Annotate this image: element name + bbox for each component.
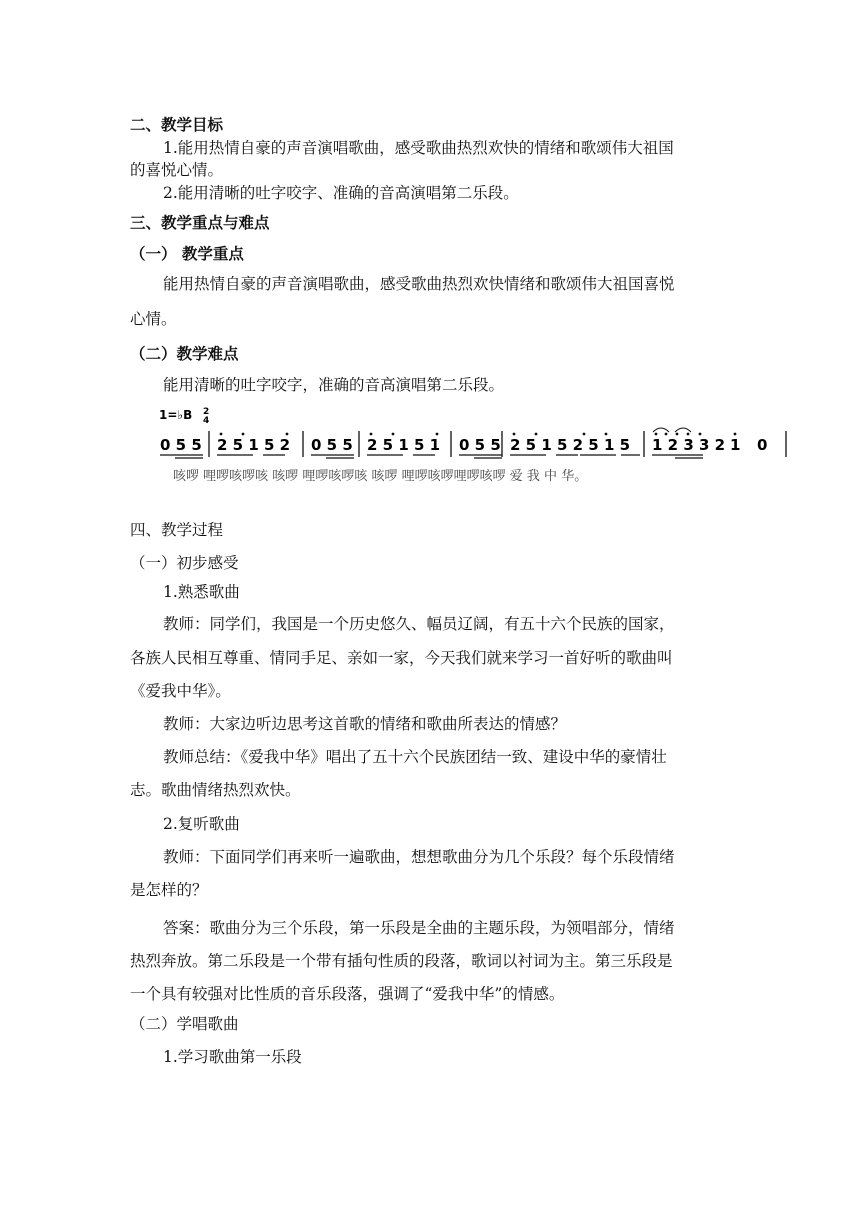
p1-line-2: 各族人民相互尊重、情同手足、亲如一家，今天我们就来学习一首好听的歌曲叫 [130,649,673,667]
score-time-bottom: 4 [203,416,210,426]
p1-line-3: 《爱我中华》。 [130,682,231,700]
process-sub-2: （二）学唱歌曲 [130,1015,239,1033]
measure-9: 0 [757,436,768,454]
goals-heading: 二、教学目标 [130,116,224,134]
measure-3: 0 5 5 [311,436,353,454]
p3-line-1: 教师总结：《爱我中华》唱出了五十六个民族团结一致、建设中华的豪情壮 [163,748,667,766]
p5-line-1: 答案：歌曲分为三个乐段，第一乐段是全曲的主题乐段，为领唱部分，情绪 [163,919,675,937]
difficulty-heading: （二）教学难点 [130,345,239,363]
p4-line-1: 教师：下面同学们再来听一遍歌曲，想想歌曲分为几个乐段？每个乐段情绪 [163,848,675,866]
focus-heading: （一） 教学重点 [130,245,244,263]
process-item-1: 1.熟悉歌曲 [163,583,240,601]
focus-line-2: 心情。 [130,310,177,328]
difficulty-text: 能用清晰的吐字咬字，准确的音高演唱第二乐段。 [163,376,505,394]
p4-line-2: 是怎样的？ [130,881,208,899]
p2: 教师：大家边听边思考这首歌的情绪和歌曲所表达的情感？ [163,715,567,733]
p5-line-3: 一个具有较强对比性质的音乐段落，强调了“爱我中华”的情感。 [130,985,565,1003]
measure-2: 2 5 1 5 2 [217,436,291,454]
p3-line-2: 志。歌曲情绪热烈欢快。 [130,781,301,799]
measure-8: 1 [730,436,741,454]
slur-marks [653,428,691,432]
process-sub-1: （一）初步感受 [130,554,239,572]
p5-line-2: 热烈奔放。第二乐段是一个带有插句性质的段落，歌词以衬词为主。第三乐段是 [130,952,673,970]
measure-1: 0 5 5 [160,436,202,454]
p1-line-1: 教师：同学们，我国是一个历史悠久、幅员辽阔，有五十六个民族的国家， [163,615,675,633]
goal-1-line-1: 1.能用热情自豪的声音演唱歌曲，感受歌曲热烈欢快的情绪和歌颂伟大祖国 [163,139,674,157]
measure-5: 0 5 5 [459,436,501,454]
score-lyrics: 咳啰 哩啰咳啰咳 咳啰 哩啰咳啰咳 咳啰 哩啰咳啰哩啰咳啰 爱 我 中 华。 [173,469,588,484]
jianpu-score [155,403,795,493]
score-time-top: 2 [203,407,210,417]
score-key: 1=♭B [159,408,193,422]
measure-4: 2 5 1 5 1 [367,436,441,454]
process-heading: 四、教学过程 [130,521,224,539]
process-item-2: 2.复听歌曲 [163,815,240,833]
focus-line-1: 能用热情自豪的声音演唱歌曲，感受歌曲热烈欢快情绪和歌颂伟大祖国喜悦 [163,275,675,293]
process-item-3: 1.学习歌曲第一乐段 [163,1048,302,1066]
goal-2: 2.能用清晰的吐字咬字、准确的音高演唱第二乐段。 [163,184,519,202]
keypoints-heading: 三、教学重点与难点 [130,214,270,232]
octave-dots [220,433,737,436]
measure-7: 1 2 3 3 2 [652,436,726,454]
note-beams [160,455,703,458]
measure-6: 2 5 1 5 2 5 1 5 [510,436,631,454]
goal-1-line-2: 的喜悦心情。 [130,161,224,179]
